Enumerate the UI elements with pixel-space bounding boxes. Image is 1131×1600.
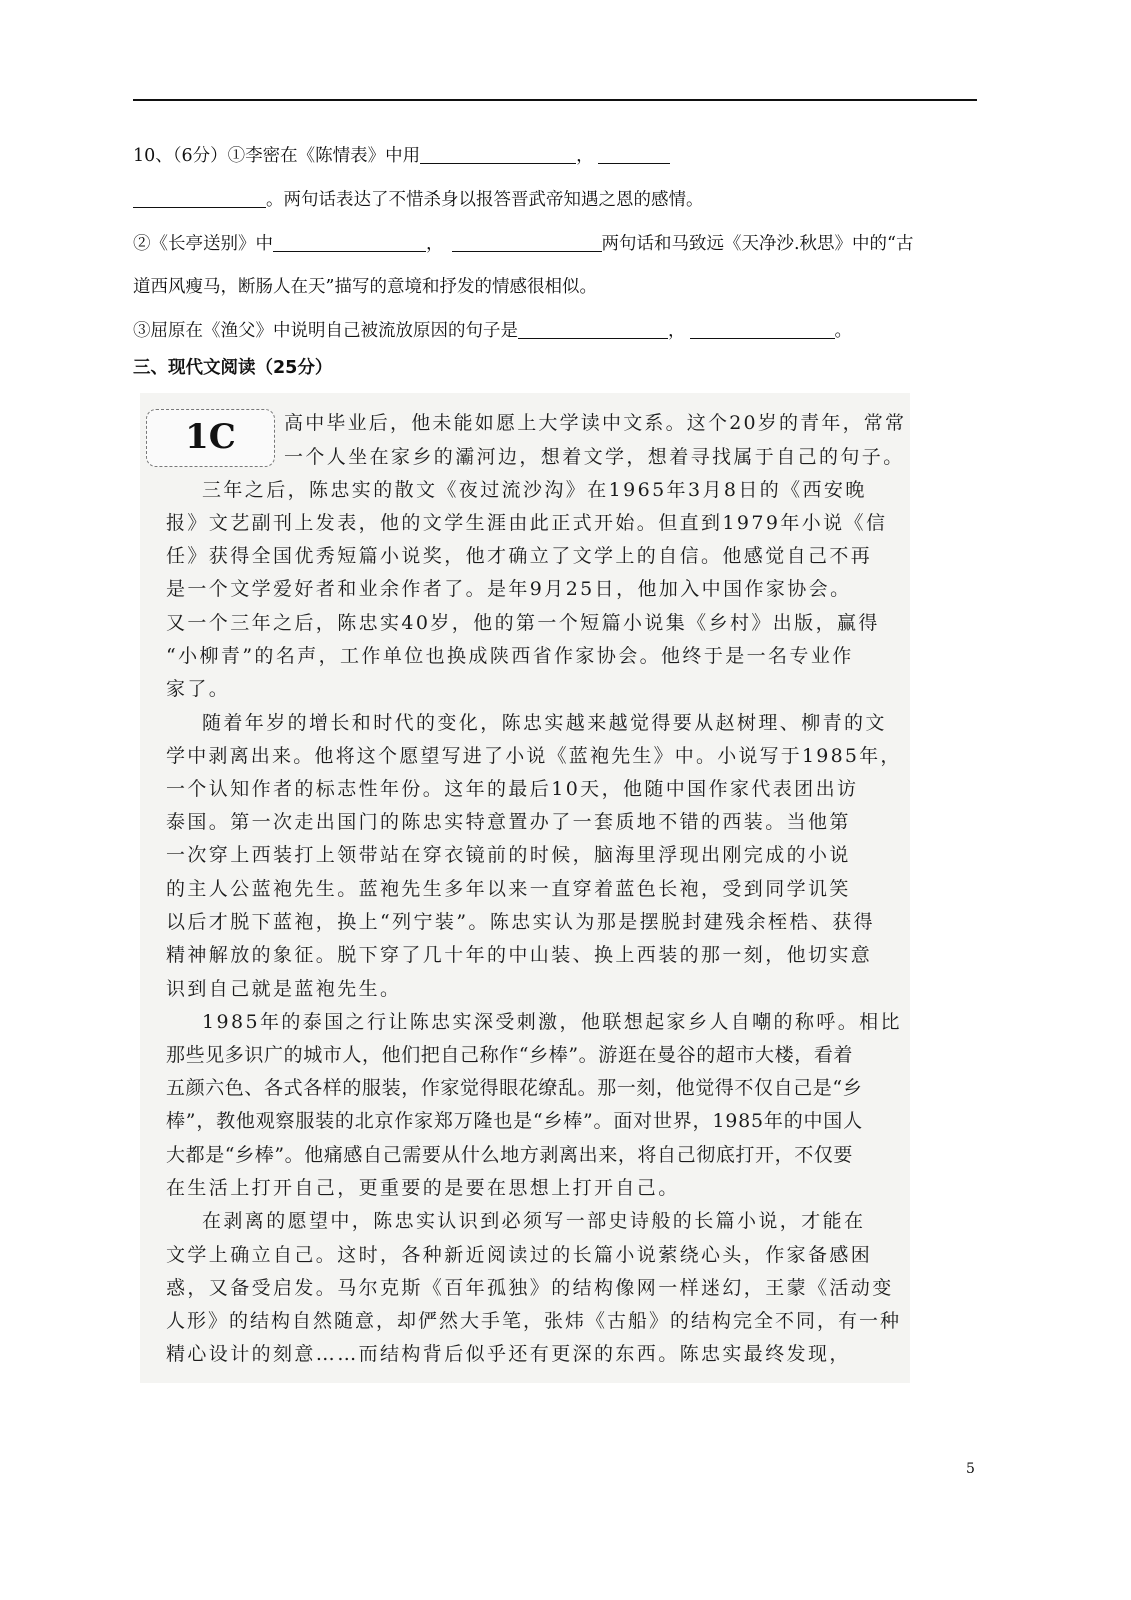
passage-line: 泰国。第一次走出国门的陈忠实特意置办了一套质地不错的西装。当他第 [166,811,851,833]
question-10-text-2: 。两句话表达了不惜杀身以报答晋武帝知遇之恩的感情。 [266,190,704,210]
answer-blank[interactable] [690,320,835,339]
passage-line: 随着年岁的增长和时代的变化，陈忠实越来越觉得要从赵树理、柳青的文 [202,712,887,734]
passage-badge: 1C [146,409,275,467]
passage-line: 三年之后，陈忠实的散文《夜过流沙沟》在1965年3月8日的《西安晚 [202,479,867,501]
comma: ， [668,321,686,341]
comma: ， [426,234,444,254]
page-number: 5 [966,1461,975,1477]
passage-line: 棒”，教他观察服装的北京作家郑万隆也是“乡棒”。面对世界，1985年的中国人 [166,1110,863,1132]
period: 。 [834,321,852,341]
passage-line: 以后才脱下蓝袍，换上“列宁装”。陈忠实认为那是摆脱封建残余桎梏、获得 [166,911,876,933]
question-10-line-2 [133,188,704,212]
passage-line: 文学上确立自己。这时，各种新近阅读过的长篇小说萦绕心头，作家备感困 [166,1244,873,1266]
passage-line: 精心设计的刻意……而结构背后似乎还有更深的东西。陈忠实最终发现， [166,1343,851,1365]
scanned-passage [140,393,910,1383]
answer-blank[interactable] [273,233,426,252]
question-10-3-line [133,319,852,343]
answer-blank[interactable] [518,320,668,339]
answer-blank[interactable] [420,145,576,164]
passage-line: “小柳青”的名声，工作单位也换成陕西省作家协会。他终于是一名专业作 [166,645,854,667]
answer-blank[interactable] [598,145,670,164]
passage-line: 家了。 [166,678,231,700]
section-title: 三、现代文阅读（25分） [133,358,333,378]
passage-line: 报》文艺副刊上发表，他的文学生涯由此正式开始。但直到1979年小说《信 [166,512,888,534]
passage-line: 是一个文学爱好者和业余作者了。是年9月25日，他加入中国作家协会。 [166,578,852,600]
passage-line: 大都是“乡棒”。他痛感自己需要从什么地方剥离出来，将自己彻底打开，不仅要 [166,1144,854,1166]
passage-line: 精神解放的象征。脱下穿了几十年的中山装、换上西装的那一刻，他切实意 [166,944,873,966]
passage-line: 在剥离的愿望中，陈忠实认识到必须写一部史诗般的长篇小说，才能在 [202,1210,866,1232]
question-10-2-suffix: 两句话和马致远《天净沙.秋思》中的“古 [601,234,914,254]
answer-blank[interactable] [452,233,602,252]
answer-blank[interactable] [133,189,266,208]
passage-line: 惑，又备受启发。马尔克斯《百年孤独》的结构像网一样迷幻，王蒙《活动变 [166,1277,894,1299]
question-10-3-prefix: ③屈原在《渔父》中说明自己被流放原因的句子是 [133,321,518,341]
passage-line: 一个人坐在家乡的灞河边，想着文学，想着寻找属于自己的句子。 [284,446,905,468]
question-10-2-text: 道西风瘦马，断肠人在天”描写的意境和抒发的情感很相似。 [133,277,597,297]
passage-line: 又一个三年之后，陈忠实40岁，他的第一个短篇小说集《乡村》出版，赢得 [166,612,880,634]
passage-line: 任》获得全国优秀短篇小说奖，他才确立了文学上的自信。他感觉自己不再 [166,545,873,567]
passage-line: 1985年的泰国之行让陈忠实深受刺激，他联想起家乡人自嘲的称呼。相比 [202,1011,902,1033]
question-10-2-line-2 [133,275,597,299]
header-rule [133,99,977,101]
comma: ， [576,146,594,166]
question-10-2-prefix: ②《长亭送别》中 [133,234,273,254]
passage-line: 学中剥离出来。他将这个愿望写进了小说《蓝袍先生》中。小说写于1985年， [166,745,902,767]
question-10-line-1 [133,144,670,168]
passage-line: 一次穿上西装打上领带站在穿衣镜前的时候，脑海里浮现出刚完成的小说 [166,844,851,866]
passage-line: 识到自己就是蓝袍先生。 [166,978,402,1000]
passage-line: 人形》的结构自然随意，却俨然大手笔，张炜《古船》的结构完全不同，有一种 [166,1310,902,1332]
question-10-text: 10、（6分）①李密在《陈情表》中用 [133,146,421,166]
passage-line: 一个认知作者的标志性年份。这年的最后10天，他随中国作家代表团出访 [166,778,859,800]
question-10-2-line-1 [133,232,914,256]
passage-line: 高中毕业后，他未能如愿上大学读中文系。这个20岁的青年，常常 [284,412,907,434]
passage-line: 的主人公蓝袍先生。蓝袍先生多年以来一直穿着蓝色长袍，受到同学讥笑 [166,878,851,900]
passage-line: 五颜六色、各式各样的服装，作家觉得眼花缭乱。那一刻，他觉得不仅自己是“乡 [166,1077,863,1099]
passage-line: 在生活上打开自己，更重要的是要在思想上打开自己。 [166,1177,680,1199]
passage-line: 那些见多识广的城市人，他们把自己称作“乡棒”。游逛在曼谷的超市大楼，看着 [166,1044,854,1066]
